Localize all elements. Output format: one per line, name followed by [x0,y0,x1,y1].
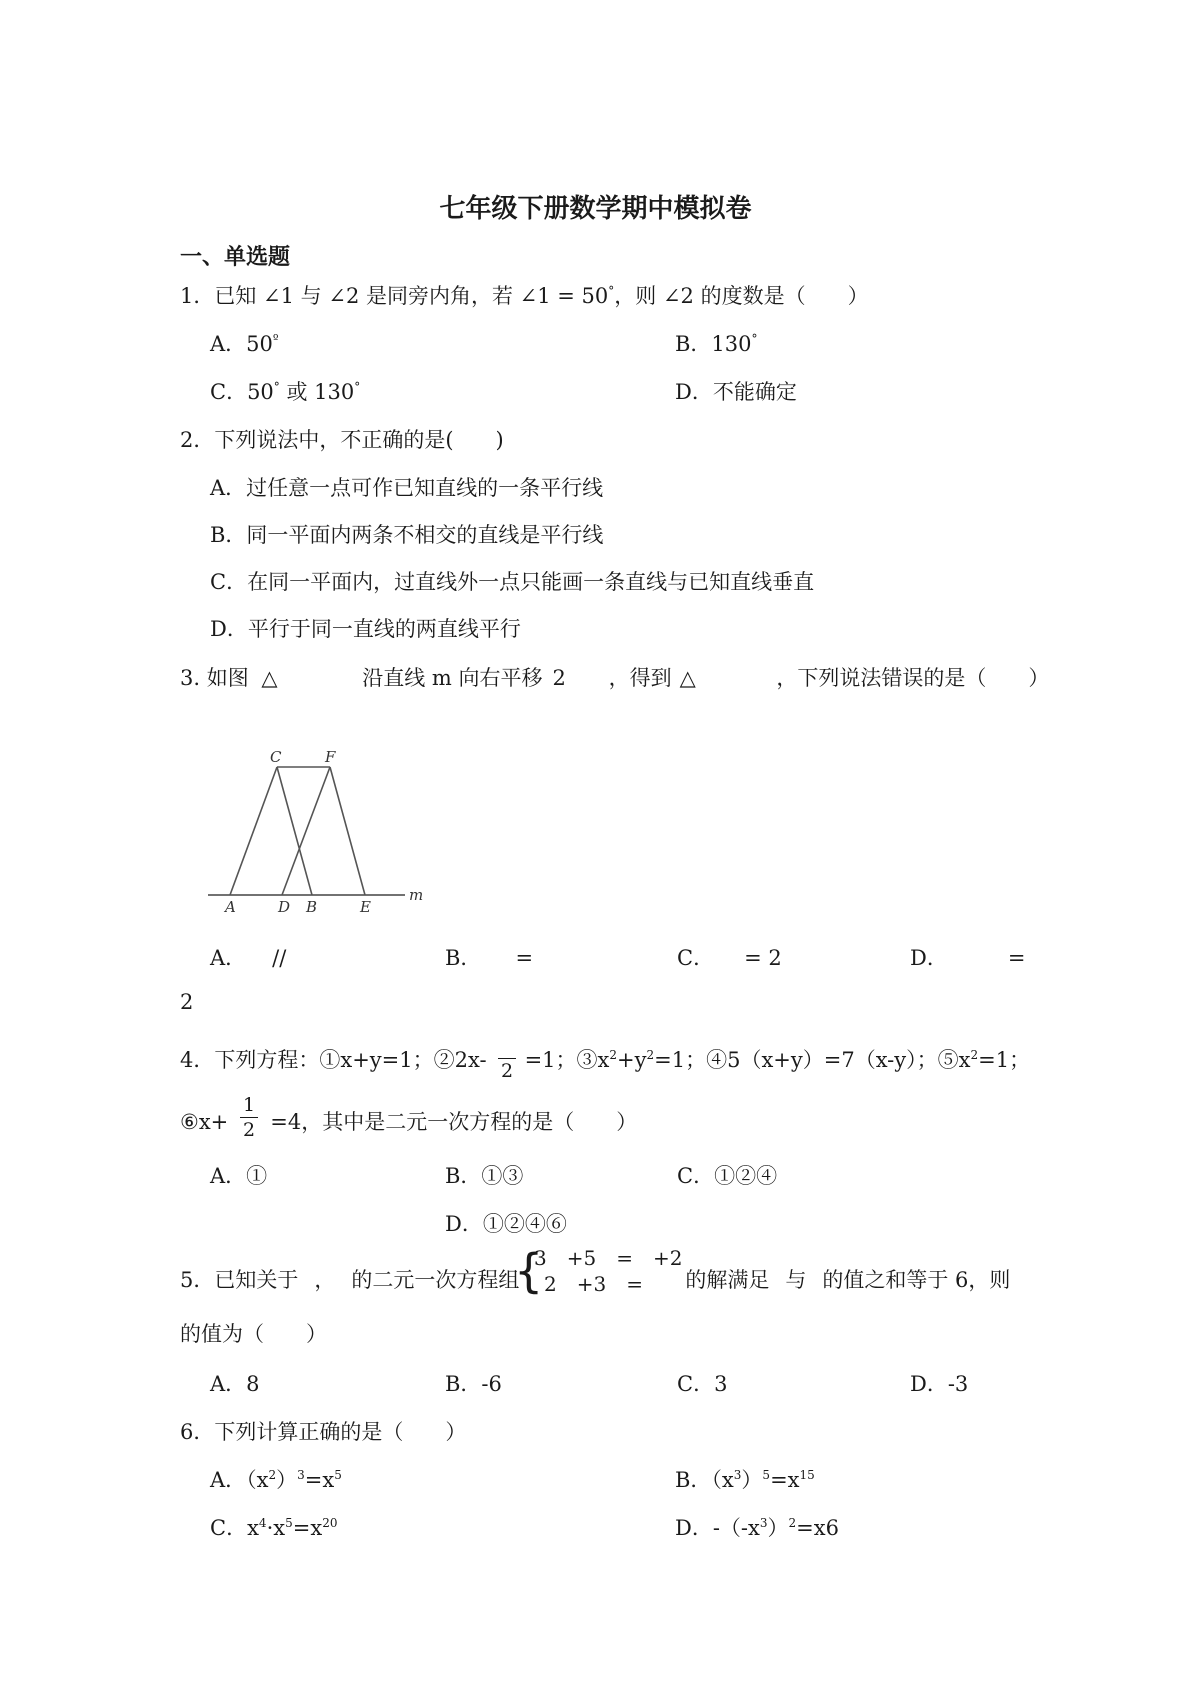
label-f: F [325,750,336,766]
question-1-stem: 1．已知 ∠1 与 ∠2 是同旁内角，若 ∠1 = 50°，则 ∠2 的度数是（ ） [180,284,869,308]
label-e: E [360,898,371,916]
equation-system [534,1245,682,1297]
label-m: m [409,886,424,904]
question-5-option-b: B．-6 [445,1372,502,1396]
segment-ac [230,767,277,895]
question-5-stem-line1: 5．已知关于 ， 的二元一次方程组 的解满足 与 的值之和等于 6，则 [180,1268,1011,1292]
question-6-option-d: D．$-(-x^3)^2=x6$ [675,1516,839,1540]
label-b: B [306,898,318,916]
question-4-stem-line2: ⑥x+ =4，其中是二元一次方程的是（ ） [180,1110,638,1134]
label-a: A [225,898,236,916]
question-2-option-a: A．过任意一点可作已知直线的一条平行线 [210,476,604,500]
question-5-option-d: D．-3 [910,1372,969,1396]
equation-2: 2 +3 = [544,1272,643,1296]
label-d: D [278,898,291,916]
question-3-option-d-wrap: 2 [180,990,194,1014]
question-5-stem-line2: 的值为（ ） [180,1322,327,1346]
question-2-option-c: C．在同一平面内，过直线外一点只能画一条直线与已知直线垂直 [210,570,815,594]
question-1-option-b: B．130° [675,332,758,356]
question-3-option-b: B． = [445,946,534,970]
question-6-option-c: C．$x^4\cdot x^5=x^{20}$ [210,1516,338,1540]
question-2-option-b: B．同一平面内两条不相交的直线是平行线 [210,523,604,547]
question-3-stem: 3. 如图 △ 沿直线 m 向右平移 2 ，得到 △ ，下列说法错误的是（ ） [180,666,1050,690]
question-1-option-a: A．$50^º$ [210,332,279,356]
section-heading: 一、单选题 [180,245,291,270]
equation-1: 3 +5 = +2 [534,1246,683,1270]
question-5-option-a: A．8 [210,1372,260,1396]
question-4-option-c: C．①②④ [677,1164,778,1188]
question-6-stem: 6．下列计算正确的是（ ） [180,1420,467,1444]
question-4-option-b: B．①③ [445,1164,524,1188]
question-4-option-d: D．①②④⑥ [445,1212,567,1236]
question-4-stem-line1: 4．下列方程：①x+y=1；②2x- =1；$③x^2+y^2=1$；④5（x+y）=7（x-y）；$⑤x^2=1$； [180,1048,1031,1072]
fraction-denominator: 2 [498,1057,516,1082]
question-3-option-a: A． // [210,946,287,970]
question-1-option-d: D．不能确定 [675,380,797,404]
question-2-stem: 2．下列说法中，不正确的是( ) [180,428,504,452]
question-3-option-c: C． = 2 [677,946,782,970]
question-5-option-c: C．3 [677,1372,728,1396]
question-6-option-b: B．$(x^3)^5=x^{15}$ [675,1468,815,1492]
fraction-one-half: 1 2 [240,1094,258,1141]
label-c: C [270,750,282,766]
equation-system-brace: { [514,1244,544,1298]
segment-fe [330,767,365,895]
page-title: 七年级下册数学期中模拟卷 [439,194,752,224]
question-2-option-d: D．平行于同一直线的两直线平行 [210,617,521,641]
question-4-option-a: A．① [210,1164,268,1188]
question-3-option-d: D． = [910,946,1026,970]
translation-figure [200,750,430,920]
question-6-option-a: A．$(x^2)^3=x^5$ [210,1468,342,1492]
question-1-option-c: C．50° 或 130° [210,380,361,404]
